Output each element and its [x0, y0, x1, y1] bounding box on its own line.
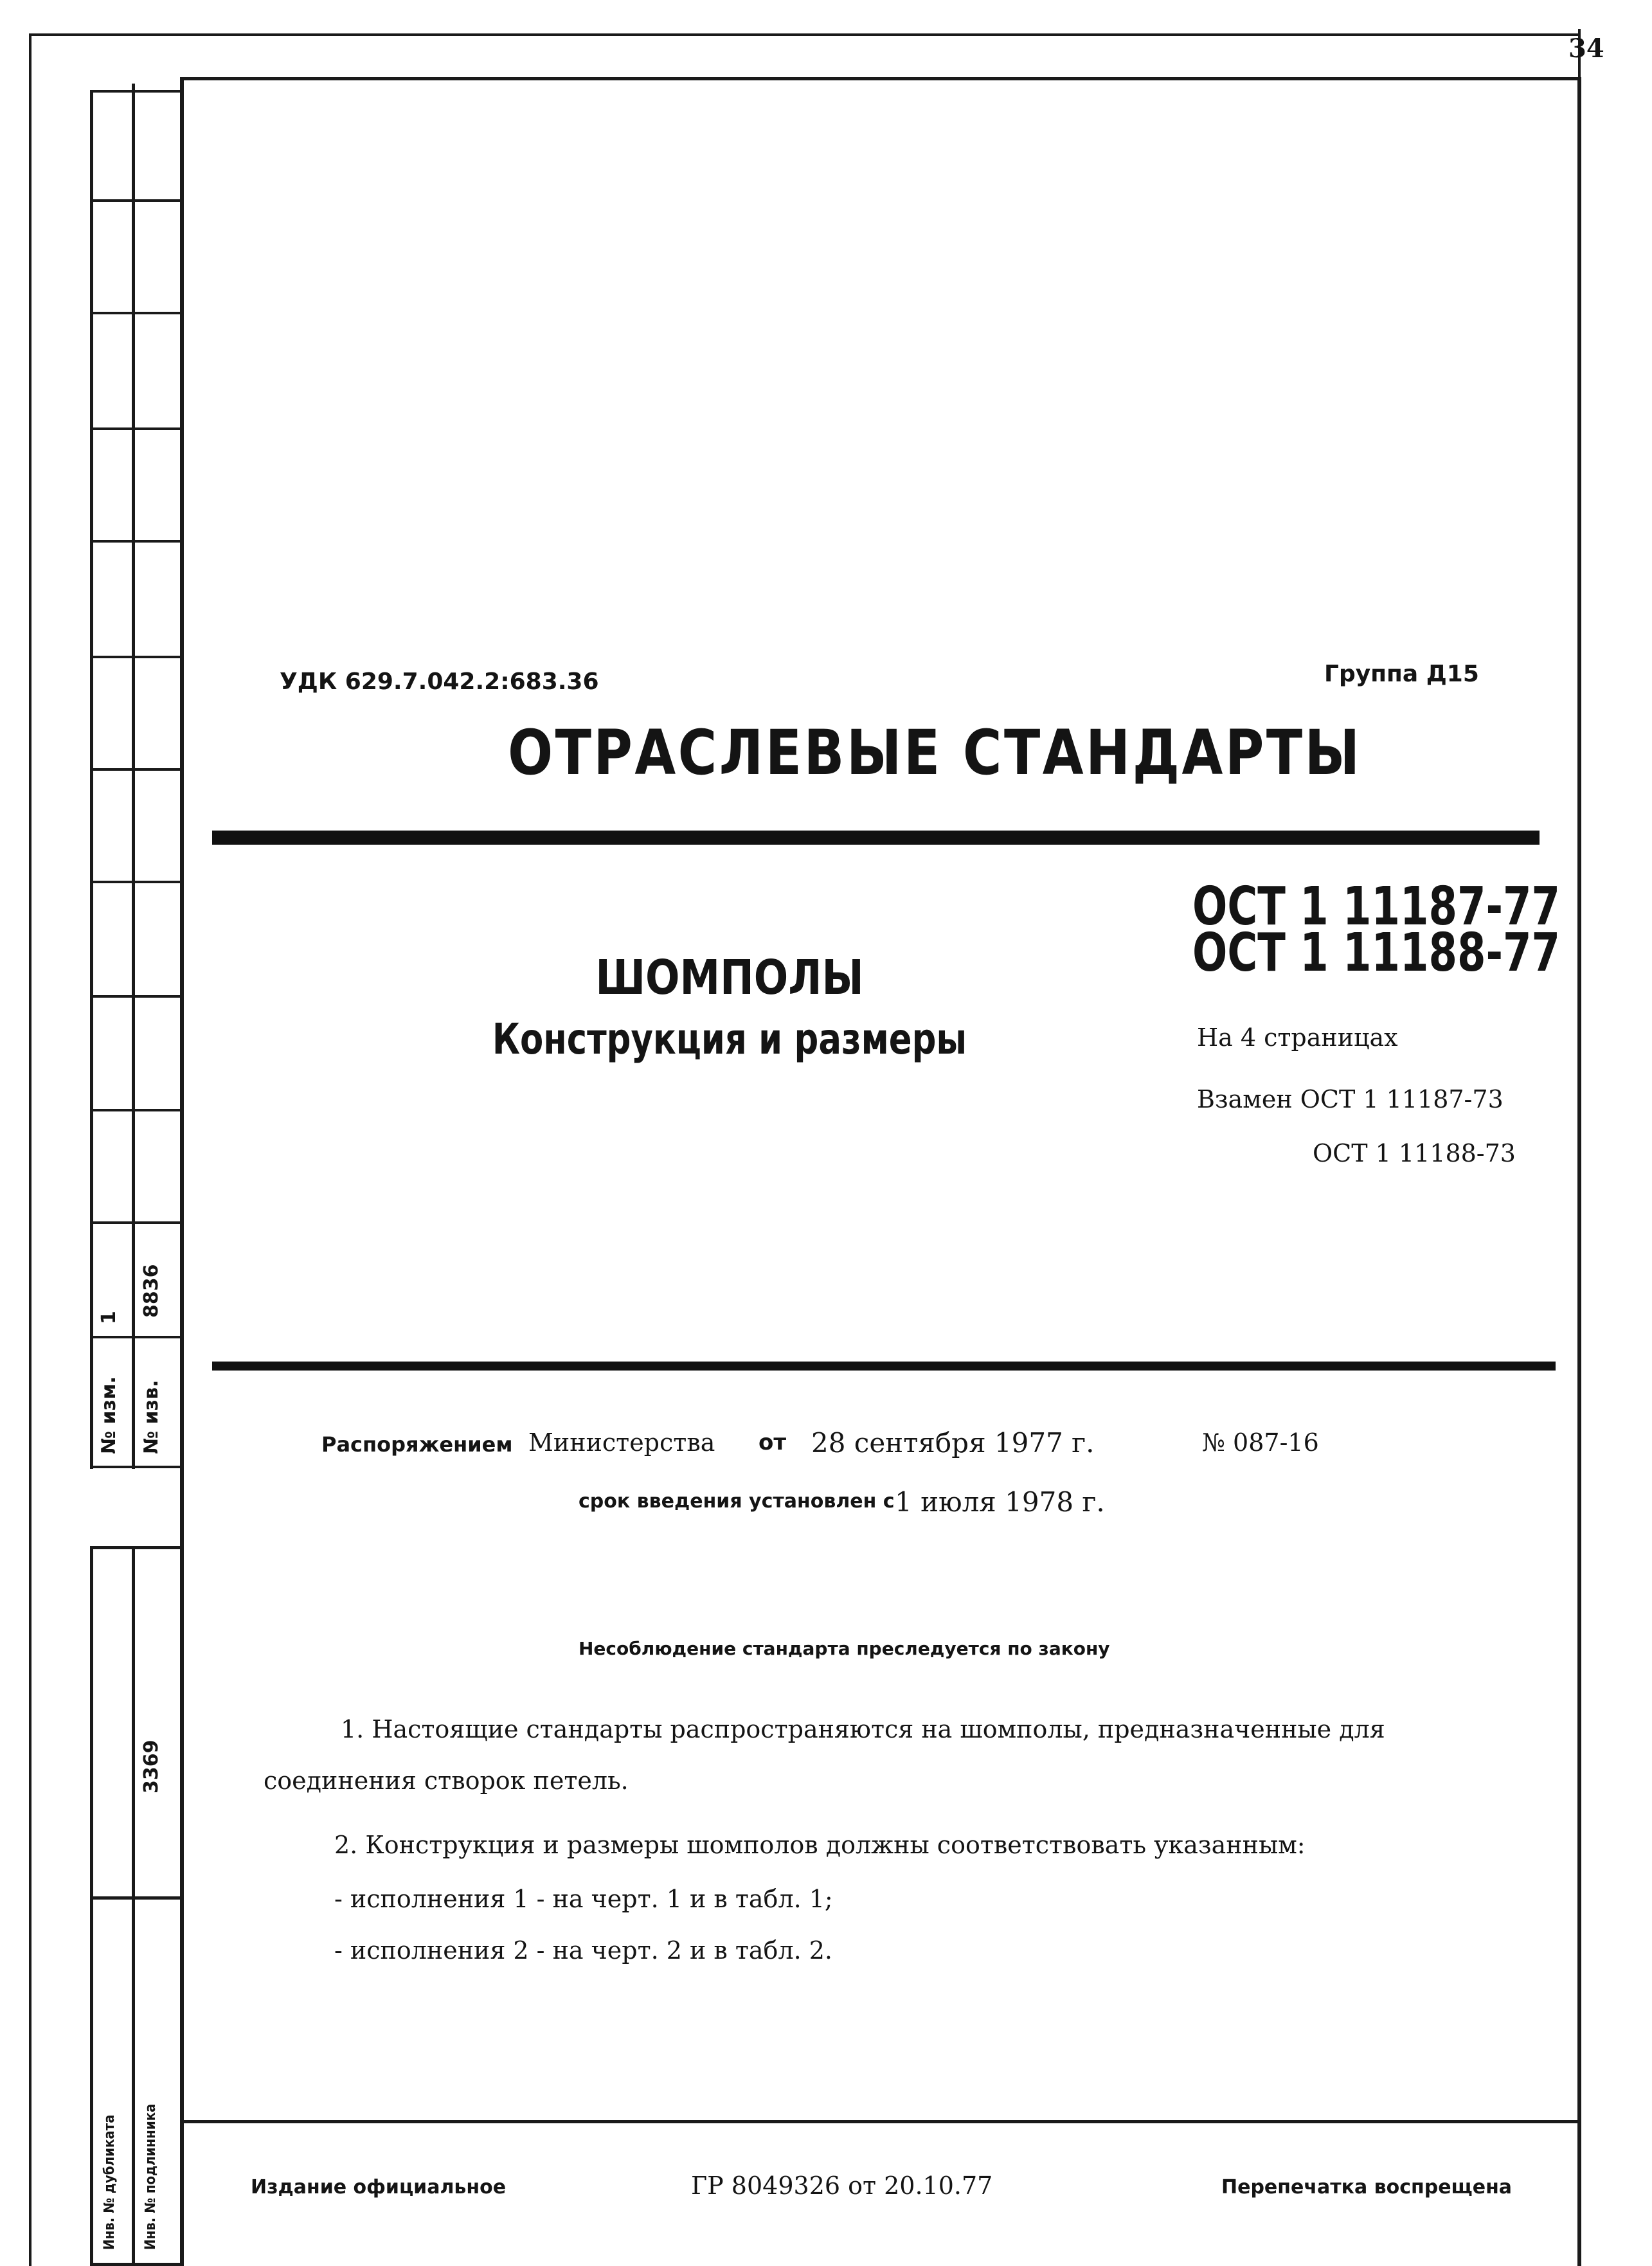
frame-left-rule	[29, 33, 31, 2266]
stamp-row	[90, 1336, 180, 1338]
paragraph-1-continued: соединения створок петель.	[264, 1767, 629, 1795]
stamp-duplicate-label: Инв. № дубликата	[102, 2114, 118, 2250]
footer-registration: ГР 8049326 от 20.10.77	[691, 2172, 993, 2200]
stamp-notice-number: 8836	[140, 1264, 163, 1318]
paragraph-2: 2. Конструкция и размеры шомполов должны соответствовать указанным:	[334, 1831, 1306, 1859]
stamp-column-mid	[132, 84, 135, 1469]
stamp-row	[90, 995, 180, 998]
stamp-row	[90, 90, 180, 93]
stamp-row	[90, 199, 180, 202]
intro-label: срок введения установлен с	[579, 1490, 895, 1513]
stamp-row	[90, 656, 180, 658]
stamp-notice-label: № изв.	[140, 1380, 163, 1454]
list-item: - исполнения 1 - на черт. 1 и в табл. 1;	[334, 1885, 833, 1913]
stamp-lower-column	[132, 1546, 135, 2266]
stamp-column-left	[90, 90, 93, 1469]
standard-subtitle: Конструкция и размеры	[492, 1014, 967, 1064]
page-number: 34	[1568, 33, 1604, 64]
stamp-row	[90, 881, 180, 883]
decree-label: Распоряжением	[321, 1432, 513, 1457]
stamp-original-label: Инв. № подлинника	[143, 2103, 159, 2250]
stamp-change-label: № изм.	[98, 1376, 120, 1454]
footer-rule	[180, 2120, 1581, 2123]
stamp-row	[90, 540, 180, 543]
intro-date: 1 июля 1978 г.	[895, 1486, 1105, 1518]
decree-date: 28 сентября 1977 г.	[811, 1427, 1095, 1459]
section-rule	[212, 1362, 1556, 1371]
group-code: Группа Д15	[1324, 661, 1479, 687]
stamp-row	[90, 1466, 180, 1468]
stamp-row	[90, 768, 180, 771]
stamp-row	[90, 427, 180, 430]
replaces-line: ОСТ 1 11188-73	[1313, 1139, 1516, 1167]
stamp-row	[90, 1221, 180, 1224]
paragraph-1: 1. Настоящие стандарты распространяются на шомполы, предназначенные для	[341, 1715, 1385, 1743]
footer-reprint-notice: Перепечатка воспрещена	[1221, 2176, 1513, 2199]
footer-official-edition: Издание официальное	[251, 2176, 507, 2199]
decree-number: № 087-16	[1202, 1428, 1319, 1457]
stamp-change-number: 1	[98, 1311, 120, 1324]
standard-name: ШОМПОЛЫ	[595, 950, 864, 1005]
list-item: - исполнения 2 - на черт. 2 и в табл. 2.	[334, 1936, 832, 1965]
title-rule	[212, 831, 1540, 845]
frame-top-rule	[29, 33, 1578, 36]
stamp-lower-split	[90, 1896, 180, 1900]
replaces-line: Взамен ОСТ 1 11187-73	[1197, 1085, 1504, 1113]
page-count: На 4 страницах	[1197, 1023, 1398, 1052]
standard-designation: ОСТ 1 11187-77	[1192, 876, 1561, 937]
stamp-row	[90, 312, 180, 314]
standard-designation: ОСТ 1 11188-77	[1192, 922, 1561, 984]
stamp-inventory-number: 3369	[140, 1740, 163, 1794]
law-notice: Несоблюдение стандарта преследуется по закону	[579, 1638, 1110, 1659]
decree-ministry: Министерства	[528, 1428, 715, 1457]
stamp-row	[90, 1109, 180, 1111]
decree-from: от	[759, 1430, 787, 1455]
udk-code: УДК 629.7.042.2:683.36	[280, 669, 599, 695]
page-title: ОТРАСЛЕВЫЕ СТАНДАРТЫ	[508, 717, 1362, 789]
